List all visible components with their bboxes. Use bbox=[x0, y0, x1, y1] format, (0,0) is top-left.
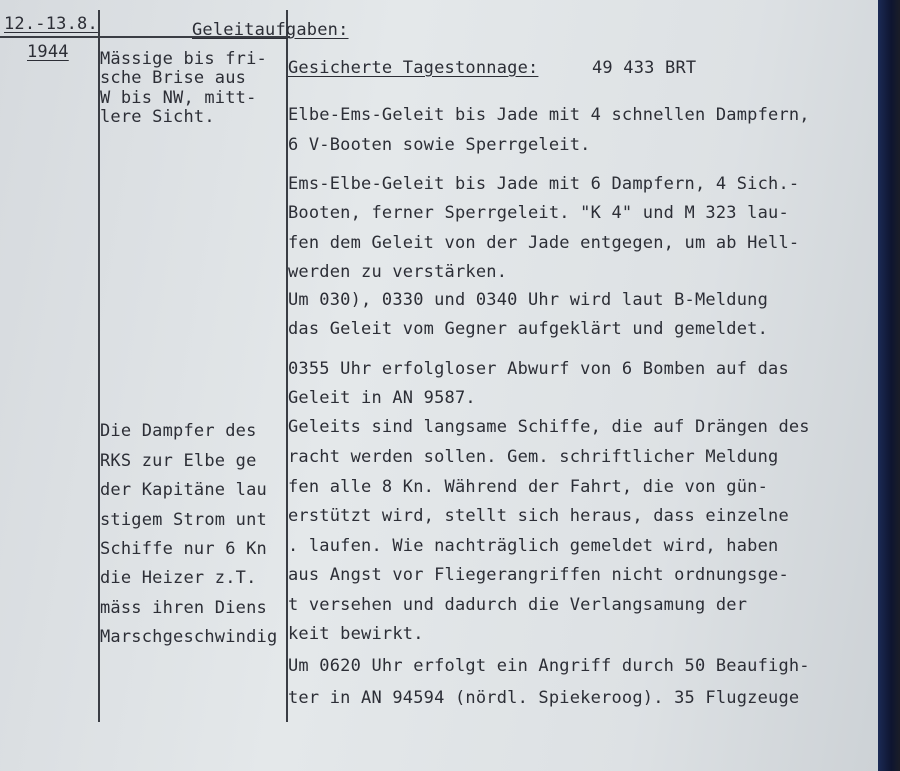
main-line: racht werden sollen. Gem. schriftlicher Meldung bbox=[288, 447, 779, 467]
main-line: . laufen. Wie nachträglich gemeldet wird, haben bbox=[288, 536, 779, 556]
date-range: 12.-13.8. bbox=[4, 14, 98, 34]
main-line: Ems-Elbe-Geleit bis Jade mit 6 Dampfern, 4 Sich.- bbox=[288, 174, 800, 194]
main-line: Booten, ferner Sperrgeleit. "K 4" und M 323 lau- bbox=[288, 203, 789, 223]
main-line: ter in AN 94594 (nördl. Spiekeroog). 35 Flugzeuge bbox=[288, 688, 800, 708]
main-line: 6 V-Booten sowie Sperrgeleit. bbox=[288, 135, 591, 155]
weather-line: W bis NW, mitt- bbox=[100, 88, 257, 108]
weather-line: sche Brise aus bbox=[100, 68, 247, 88]
main-line: aus Angst vor Fliegerangriffen nicht ordnungsge- bbox=[288, 565, 789, 585]
sidenote-line: der Kapitäne lau bbox=[100, 480, 267, 500]
main-line: 0355 Uhr erfolgloser Abwurf von 6 Bomben auf das bbox=[288, 359, 789, 379]
tonnage-value: 49 433 BRT bbox=[592, 58, 697, 78]
main-line: das Geleit vom Gegner aufgeklärt und gemeldet. bbox=[288, 319, 769, 339]
main-line: keit bewirkt. bbox=[288, 624, 424, 644]
main-line: fen alle 8 Kn. Während der Fahrt, die von gün- bbox=[288, 477, 769, 497]
main-line: fen dem Geleit von der Jade entgegen, um ab Hell- bbox=[288, 233, 800, 253]
main-line: Geleit in AN 9587. bbox=[288, 388, 476, 408]
tonnage-label: Gesicherte Tagestonnage: bbox=[288, 58, 539, 78]
sidenote-line: die Heizer z.T. bbox=[100, 568, 257, 588]
section-title: Geleitaufgaben: bbox=[192, 20, 349, 40]
main-line: Elbe-Ems-Geleit bis Jade mit 4 schnellen Dampfern, bbox=[288, 105, 810, 125]
main-line: Um 030), 0330 und 0340 Uhr wird laut B-Meldung bbox=[288, 290, 769, 310]
year: 1944 bbox=[27, 42, 69, 62]
main-line: Geleits sind langsame Schiffe, die auf Drängen des bbox=[288, 417, 810, 437]
main-line: t versehen und dadurch die Verlangsamung der bbox=[288, 595, 748, 615]
sidenote-line: stigem Strom unt bbox=[100, 510, 267, 530]
scan-edge bbox=[878, 0, 900, 771]
sidenote-line: RKS zur Elbe ge bbox=[100, 451, 257, 471]
weather-line: Mässige bis fri- bbox=[100, 49, 267, 69]
main-line: werden zu verstärken. bbox=[288, 262, 508, 282]
weather-line: lere Sicht. bbox=[100, 107, 215, 127]
main-line: Um 0620 Uhr erfolgt ein Angriff durch 50 Beaufigh- bbox=[288, 656, 810, 676]
main-line: erstützt wird, stellt sich heraus, dass einzelne bbox=[288, 506, 789, 526]
sidenote-line: Schiffe nur 6 Kn bbox=[100, 539, 267, 559]
sidenote-line: mäss ihren Diens bbox=[100, 598, 267, 618]
sidenote-line: Die Dampfer des bbox=[100, 421, 257, 441]
sidenote-line: Marschgeschwindig bbox=[100, 627, 278, 647]
